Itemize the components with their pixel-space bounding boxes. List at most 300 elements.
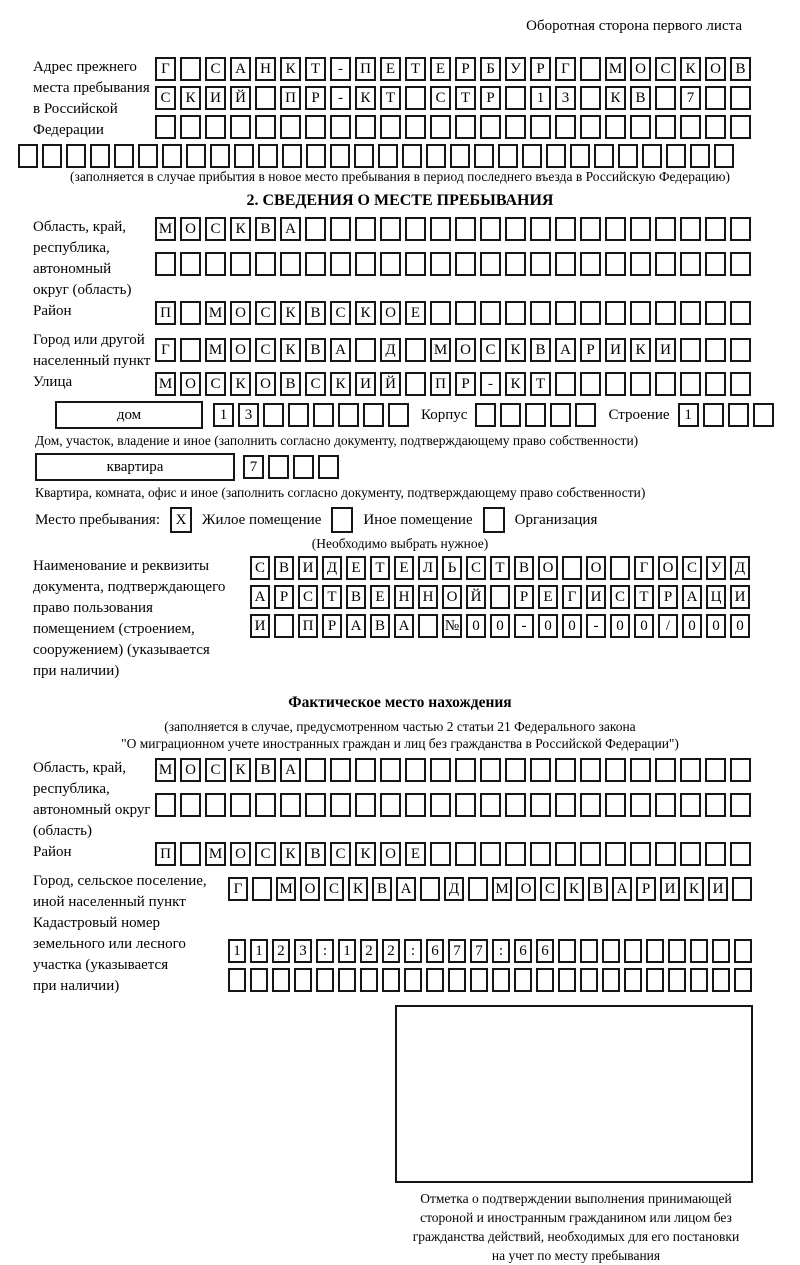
char-box[interactable] — [155, 793, 176, 817]
char-box[interactable] — [210, 144, 230, 168]
char-box[interactable]: А — [555, 338, 576, 362]
char-box[interactable]: - — [514, 614, 534, 638]
char-box[interactable]: Л — [418, 556, 438, 580]
char-box[interactable]: О — [180, 372, 201, 396]
char-box[interactable]: А — [280, 217, 301, 241]
char-box[interactable]: И — [298, 556, 318, 580]
char-box[interactable]: А — [394, 614, 414, 638]
char-box[interactable] — [330, 252, 351, 276]
char-box[interactable]: В — [372, 877, 392, 901]
char-box[interactable] — [680, 217, 701, 241]
char-box[interactable] — [734, 939, 752, 963]
char-box[interactable] — [430, 115, 451, 139]
char-box[interactable]: В — [530, 338, 551, 362]
char-box[interactable]: И — [586, 585, 606, 609]
char-box[interactable]: С — [305, 372, 326, 396]
char-box[interactable] — [268, 455, 289, 479]
char-box[interactable]: 1 — [250, 939, 268, 963]
char-box[interactable] — [655, 86, 676, 110]
char-box[interactable]: : — [316, 939, 334, 963]
char-box[interactable] — [680, 842, 701, 866]
char-box[interactable] — [405, 252, 426, 276]
char-box[interactable]: Е — [394, 556, 414, 580]
char-box[interactable] — [380, 758, 401, 782]
char-box[interactable]: Р — [455, 57, 476, 81]
char-box[interactable]: С — [250, 556, 270, 580]
char-box[interactable]: 3 — [294, 939, 312, 963]
checkbox-organization[interactable] — [483, 507, 505, 533]
char-box[interactable] — [426, 968, 444, 992]
char-box[interactable]: О — [516, 877, 536, 901]
char-box[interactable]: 7 — [680, 86, 701, 110]
char-box[interactable]: В — [255, 758, 276, 782]
char-box[interactable] — [228, 968, 246, 992]
char-box[interactable]: С — [480, 338, 501, 362]
char-box[interactable]: К — [684, 877, 704, 901]
char-box[interactable] — [730, 252, 751, 276]
char-box[interactable] — [255, 115, 276, 139]
char-box[interactable] — [480, 301, 501, 325]
char-box[interactable] — [734, 968, 752, 992]
char-box[interactable]: Б — [480, 57, 501, 81]
char-box[interactable]: О — [705, 57, 726, 81]
char-box[interactable] — [455, 252, 476, 276]
char-box[interactable] — [455, 758, 476, 782]
char-box[interactable]: 1 — [530, 86, 551, 110]
char-box[interactable]: В — [346, 585, 366, 609]
char-box[interactable] — [530, 252, 551, 276]
char-box[interactable]: К — [355, 842, 376, 866]
char-box[interactable] — [480, 758, 501, 782]
char-box[interactable] — [500, 403, 521, 427]
char-box[interactable] — [575, 403, 596, 427]
char-box[interactable]: К — [680, 57, 701, 81]
char-box[interactable]: И — [660, 877, 680, 901]
char-box[interactable] — [355, 758, 376, 782]
char-box[interactable] — [732, 877, 752, 901]
char-box[interactable] — [330, 217, 351, 241]
char-box[interactable] — [728, 403, 749, 427]
char-box[interactable]: 3 — [238, 403, 259, 427]
char-box[interactable] — [330, 793, 351, 817]
char-box[interactable] — [355, 338, 376, 362]
char-box[interactable]: В — [730, 57, 751, 81]
char-box[interactable] — [114, 144, 134, 168]
char-box[interactable] — [330, 758, 351, 782]
char-box[interactable]: С — [298, 585, 318, 609]
char-box[interactable]: 3 — [555, 86, 576, 110]
char-box[interactable] — [205, 252, 226, 276]
char-box[interactable] — [530, 115, 551, 139]
char-box[interactable] — [680, 372, 701, 396]
char-box[interactable]: Н — [418, 585, 438, 609]
char-box[interactable]: О — [630, 57, 651, 81]
char-box[interactable] — [680, 301, 701, 325]
char-box[interactable]: Р — [530, 57, 551, 81]
char-box[interactable] — [630, 252, 651, 276]
char-box[interactable]: П — [280, 86, 301, 110]
char-box[interactable]: 0 — [538, 614, 558, 638]
char-box[interactable] — [580, 793, 601, 817]
char-box[interactable]: О — [455, 338, 476, 362]
char-box[interactable] — [530, 842, 551, 866]
char-box[interactable] — [555, 252, 576, 276]
char-box[interactable]: 7 — [243, 455, 264, 479]
char-box[interactable] — [630, 115, 651, 139]
char-box[interactable]: 0 — [610, 614, 630, 638]
char-box[interactable] — [492, 968, 510, 992]
char-box[interactable] — [730, 372, 751, 396]
char-box[interactable] — [250, 968, 268, 992]
char-box[interactable] — [480, 115, 501, 139]
char-box[interactable]: О — [538, 556, 558, 580]
char-box[interactable]: Т — [455, 86, 476, 110]
char-box[interactable] — [272, 968, 290, 992]
char-box[interactable]: М — [205, 338, 226, 362]
char-box[interactable] — [450, 144, 470, 168]
char-box[interactable]: У — [505, 57, 526, 81]
char-box[interactable] — [405, 217, 426, 241]
char-box[interactable] — [405, 115, 426, 139]
char-box[interactable] — [426, 144, 446, 168]
char-box[interactable] — [555, 301, 576, 325]
char-box[interactable]: Г — [228, 877, 248, 901]
char-box[interactable]: О — [230, 842, 251, 866]
char-box[interactable] — [618, 144, 638, 168]
char-box[interactable] — [405, 758, 426, 782]
char-box[interactable]: К — [230, 372, 251, 396]
char-box[interactable] — [430, 301, 451, 325]
char-box[interactable]: 0 — [634, 614, 654, 638]
char-box[interactable]: Н — [255, 57, 276, 81]
char-box[interactable] — [306, 144, 326, 168]
char-box[interactable]: Т — [305, 57, 326, 81]
char-box[interactable] — [338, 403, 359, 427]
char-box[interactable] — [505, 842, 526, 866]
char-box[interactable] — [180, 57, 201, 81]
char-box[interactable] — [555, 372, 576, 396]
char-box[interactable] — [555, 217, 576, 241]
char-box[interactable]: 2 — [382, 939, 400, 963]
char-box[interactable] — [703, 403, 724, 427]
char-box[interactable]: Д — [322, 556, 342, 580]
char-box[interactable] — [730, 301, 751, 325]
char-box[interactable]: 2 — [360, 939, 378, 963]
char-box[interactable] — [714, 144, 734, 168]
char-box[interactable] — [186, 144, 206, 168]
char-box[interactable]: И — [730, 585, 750, 609]
char-box[interactable]: Ь — [442, 556, 462, 580]
char-box[interactable]: С — [324, 877, 344, 901]
char-box[interactable] — [505, 758, 526, 782]
char-box[interactable]: Е — [405, 301, 426, 325]
char-box[interactable] — [230, 793, 251, 817]
char-box[interactable] — [558, 968, 576, 992]
char-box[interactable] — [263, 403, 284, 427]
char-box[interactable] — [505, 252, 526, 276]
char-box[interactable] — [594, 144, 614, 168]
char-box[interactable] — [305, 217, 326, 241]
char-box[interactable] — [354, 144, 374, 168]
char-box[interactable] — [690, 144, 710, 168]
char-box[interactable]: Г — [634, 556, 654, 580]
char-box[interactable] — [155, 252, 176, 276]
char-box[interactable] — [562, 556, 582, 580]
char-box[interactable]: В — [274, 556, 294, 580]
char-box[interactable] — [642, 144, 662, 168]
char-box[interactable] — [705, 115, 726, 139]
char-box[interactable] — [180, 252, 201, 276]
char-box[interactable]: В — [255, 217, 276, 241]
char-box[interactable]: А — [230, 57, 251, 81]
char-box[interactable]: П — [155, 301, 176, 325]
char-box[interactable] — [18, 144, 38, 168]
char-box[interactable] — [505, 217, 526, 241]
char-box[interactable] — [668, 968, 686, 992]
char-box[interactable]: 0 — [562, 614, 582, 638]
char-box[interactable]: О — [230, 301, 251, 325]
char-box[interactable]: С — [255, 842, 276, 866]
char-box[interactable] — [580, 57, 601, 81]
char-box[interactable] — [255, 793, 276, 817]
char-box[interactable] — [282, 144, 302, 168]
char-box[interactable] — [318, 455, 339, 479]
char-box[interactable] — [555, 793, 576, 817]
char-box[interactable]: 1 — [213, 403, 234, 427]
char-box[interactable] — [570, 144, 590, 168]
char-box[interactable]: П — [430, 372, 451, 396]
char-box[interactable] — [655, 217, 676, 241]
char-box[interactable]: С — [155, 86, 176, 110]
char-box[interactable] — [490, 585, 510, 609]
char-box[interactable] — [646, 939, 664, 963]
char-box[interactable] — [455, 301, 476, 325]
char-box[interactable] — [730, 115, 751, 139]
char-box[interactable]: : — [492, 939, 510, 963]
char-box[interactable] — [505, 115, 526, 139]
char-box[interactable]: А — [280, 758, 301, 782]
char-box[interactable] — [580, 939, 598, 963]
char-box[interactable] — [705, 372, 726, 396]
char-box[interactable]: О — [300, 877, 320, 901]
char-box[interactable] — [505, 793, 526, 817]
char-box[interactable] — [680, 252, 701, 276]
char-box[interactable] — [705, 217, 726, 241]
char-box[interactable] — [474, 144, 494, 168]
char-box[interactable] — [705, 86, 726, 110]
char-box[interactable] — [655, 301, 676, 325]
char-box[interactable]: 1 — [338, 939, 356, 963]
char-box[interactable] — [646, 968, 664, 992]
char-box[interactable]: Р — [274, 585, 294, 609]
char-box[interactable]: К — [180, 86, 201, 110]
char-box[interactable] — [380, 252, 401, 276]
char-box[interactable]: М — [155, 217, 176, 241]
char-box[interactable]: Е — [370, 585, 390, 609]
char-box[interactable] — [480, 793, 501, 817]
char-box[interactable] — [690, 939, 708, 963]
char-box[interactable] — [712, 939, 730, 963]
char-box[interactable] — [430, 217, 451, 241]
char-box[interactable]: Р — [455, 372, 476, 396]
char-box[interactable] — [753, 403, 774, 427]
char-box[interactable] — [580, 968, 598, 992]
char-box[interactable] — [680, 338, 701, 362]
char-box[interactable] — [555, 842, 576, 866]
char-box[interactable]: К — [330, 372, 351, 396]
char-box[interactable]: О — [658, 556, 678, 580]
char-box[interactable]: К — [355, 301, 376, 325]
char-box[interactable] — [530, 793, 551, 817]
char-box[interactable] — [630, 372, 651, 396]
char-box[interactable]: И — [250, 614, 270, 638]
char-box[interactable] — [378, 144, 398, 168]
char-box[interactable] — [280, 252, 301, 276]
char-box[interactable] — [522, 144, 542, 168]
char-box[interactable]: Й — [230, 86, 251, 110]
char-box[interactable]: Ц — [706, 585, 726, 609]
char-box[interactable] — [546, 144, 566, 168]
char-box[interactable] — [605, 115, 626, 139]
char-box[interactable] — [448, 968, 466, 992]
char-box[interactable]: С — [255, 338, 276, 362]
char-box[interactable] — [258, 144, 278, 168]
checkbox-other-premises[interactable] — [331, 507, 353, 533]
char-box[interactable] — [655, 842, 676, 866]
char-box[interactable] — [305, 793, 326, 817]
char-box[interactable] — [730, 793, 751, 817]
char-box[interactable] — [505, 86, 526, 110]
char-box[interactable] — [536, 968, 554, 992]
char-box[interactable] — [730, 842, 751, 866]
char-box[interactable]: В — [588, 877, 608, 901]
char-box[interactable]: М — [155, 372, 176, 396]
char-box[interactable]: С — [330, 301, 351, 325]
char-box[interactable] — [555, 758, 576, 782]
char-box[interactable] — [305, 252, 326, 276]
char-box[interactable]: С — [205, 372, 226, 396]
char-box[interactable]: К — [564, 877, 584, 901]
char-box[interactable] — [430, 793, 451, 817]
char-box[interactable]: П — [155, 842, 176, 866]
char-box[interactable] — [355, 252, 376, 276]
char-box[interactable] — [430, 252, 451, 276]
char-box[interactable]: Т — [634, 585, 654, 609]
char-box[interactable]: А — [612, 877, 632, 901]
char-box[interactable] — [680, 758, 701, 782]
char-box[interactable]: П — [298, 614, 318, 638]
char-box[interactable] — [155, 115, 176, 139]
char-box[interactable]: Й — [380, 372, 401, 396]
char-box[interactable] — [605, 842, 626, 866]
char-box[interactable] — [66, 144, 86, 168]
char-box[interactable] — [630, 217, 651, 241]
char-box[interactable]: Т — [530, 372, 551, 396]
char-box[interactable] — [470, 968, 488, 992]
char-box[interactable]: И — [655, 338, 676, 362]
char-box[interactable] — [380, 793, 401, 817]
char-box[interactable]: Т — [380, 86, 401, 110]
char-box[interactable]: В — [280, 372, 301, 396]
char-box[interactable] — [514, 968, 532, 992]
char-box[interactable] — [430, 842, 451, 866]
char-box[interactable] — [605, 252, 626, 276]
char-box[interactable]: С — [682, 556, 702, 580]
char-box[interactable]: С — [540, 877, 560, 901]
char-box[interactable]: Д — [730, 556, 750, 580]
char-box[interactable] — [405, 338, 426, 362]
char-box[interactable] — [668, 939, 686, 963]
char-box[interactable] — [655, 758, 676, 782]
char-box[interactable] — [338, 968, 356, 992]
char-box[interactable] — [360, 968, 378, 992]
char-box[interactable]: О — [380, 301, 401, 325]
char-box[interactable] — [705, 301, 726, 325]
char-box[interactable]: К — [605, 86, 626, 110]
char-box[interactable] — [630, 842, 651, 866]
char-box[interactable] — [382, 968, 400, 992]
char-box[interactable]: С — [330, 842, 351, 866]
char-box[interactable] — [530, 217, 551, 241]
char-box[interactable]: Т — [490, 556, 510, 580]
char-box[interactable] — [666, 144, 686, 168]
char-box[interactable]: У — [706, 556, 726, 580]
char-box[interactable]: В — [305, 301, 326, 325]
char-box[interactable] — [405, 372, 426, 396]
char-box[interactable] — [525, 403, 546, 427]
char-box[interactable] — [363, 403, 384, 427]
char-box[interactable] — [610, 556, 630, 580]
char-box[interactable] — [305, 758, 326, 782]
char-box[interactable] — [705, 252, 726, 276]
char-box[interactable]: К — [630, 338, 651, 362]
char-box[interactable] — [480, 252, 501, 276]
char-box[interactable]: Н — [394, 585, 414, 609]
char-box[interactable] — [580, 86, 601, 110]
char-box[interactable]: В — [630, 86, 651, 110]
char-box[interactable] — [252, 877, 272, 901]
char-box[interactable]: Г — [555, 57, 576, 81]
char-box[interactable]: М — [276, 877, 296, 901]
char-box[interactable] — [605, 793, 626, 817]
char-box[interactable]: Р — [636, 877, 656, 901]
char-box[interactable] — [730, 758, 751, 782]
char-box[interactable]: С — [205, 217, 226, 241]
char-box[interactable] — [580, 252, 601, 276]
checkbox-residential[interactable]: X — [170, 507, 192, 533]
char-box[interactable]: К — [505, 372, 526, 396]
char-box[interactable]: Д — [444, 877, 464, 901]
char-box[interactable]: С — [610, 585, 630, 609]
char-box[interactable]: Г — [155, 57, 176, 81]
char-box[interactable] — [705, 758, 726, 782]
char-box[interactable]: М — [205, 842, 226, 866]
char-box[interactable] — [580, 372, 601, 396]
char-box[interactable] — [313, 403, 334, 427]
char-box[interactable]: : — [404, 939, 422, 963]
char-box[interactable]: Р — [580, 338, 601, 362]
char-box[interactable] — [605, 301, 626, 325]
char-box[interactable]: 0 — [706, 614, 726, 638]
char-box[interactable] — [402, 144, 422, 168]
char-box[interactable]: 1 — [678, 403, 699, 427]
char-box[interactable]: С — [430, 86, 451, 110]
char-box[interactable]: Р — [322, 614, 342, 638]
char-box[interactable]: - — [480, 372, 501, 396]
char-box[interactable] — [355, 217, 376, 241]
char-box[interactable] — [355, 115, 376, 139]
char-box[interactable]: - — [586, 614, 606, 638]
